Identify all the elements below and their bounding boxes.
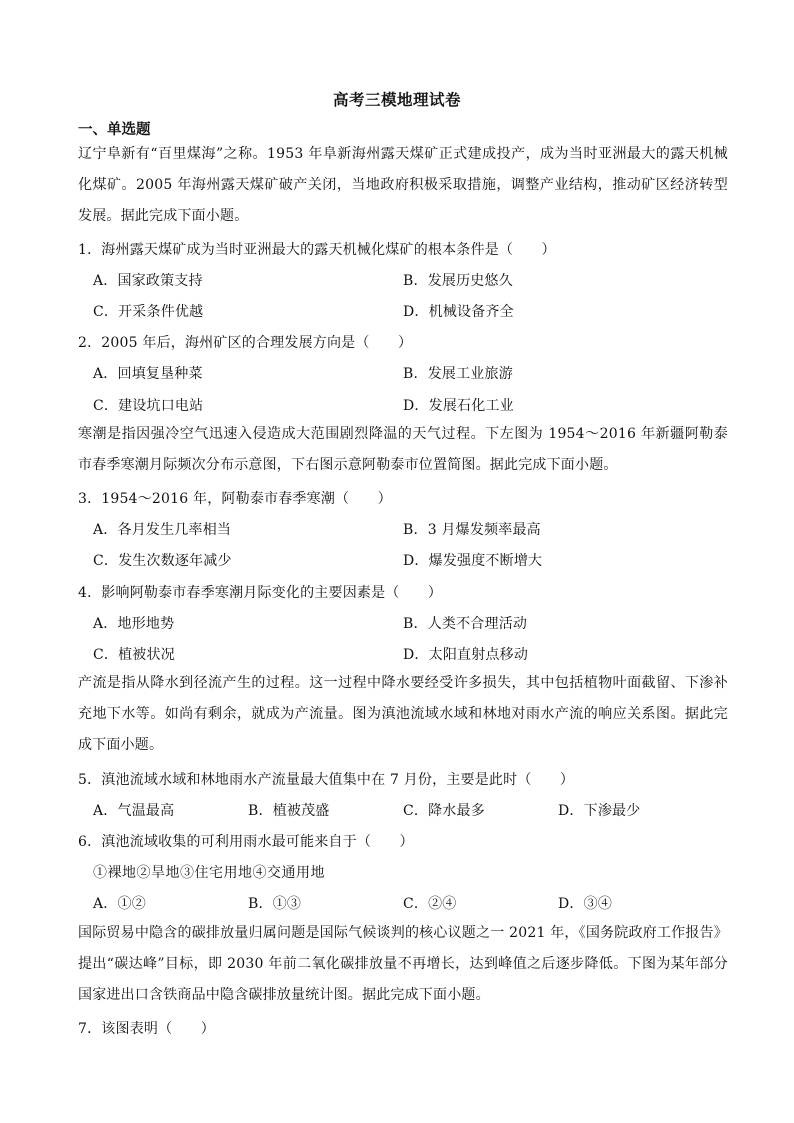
question-5-option-b[interactable]: B．植被茂盛 bbox=[248, 803, 330, 819]
question-2-option-a[interactable]: A．回填复垦种菜 bbox=[93, 366, 203, 382]
question-4-option-a[interactable]: A．地形地势 bbox=[93, 616, 175, 632]
passage-3: 产流是指从降水到径流产生的过程。这一过程中降水要经受许多损失，其中包括植物叶面截留、下渗补充地下水等。如尚有剩余，就成为产流量。图为滇池流域水域和林地对雨水产流的响应关系图。据此完成下面小题。 bbox=[78, 675, 728, 753]
question-5-stem: 5．滇池流域水域和林地雨水产流量最大值集中在 7 月份，主要是此时（ ） bbox=[78, 772, 575, 788]
passage-1: 辽宁阜新有“百里煤海”之称。1953 年阜新海州露天煤矿正式建成投产，成为当时亚洲最大的露天机械化煤矿。2005 年海州露天煤矿破产关闭，当地政府积极采取措施，调整产业结构，推动矿区经济转型发展。据此完成下面小题。 bbox=[78, 146, 728, 224]
question-5-option-a[interactable]: A．气温最高 bbox=[93, 803, 175, 819]
question-6-items: ①裸地②旱地③住宅用地④交通用地 bbox=[93, 865, 325, 881]
question-3-option-d[interactable]: D．爆发强度不断增大 bbox=[403, 553, 543, 569]
passage-2: 寒潮是指因强冷空气迅速入侵造成大范围剧烈降温的天气过程。下左图为 1954～2016 年新疆阿勒泰市春季寒潮月际频次分布示意图，下右图示意阿勒泰市位置简图。据此完成下面小题。 bbox=[78, 426, 728, 473]
question-6-option-c[interactable]: C．②④ bbox=[403, 896, 457, 912]
passage-4: 国际贸易中隐含的碳排放量归属问题是国际气候谈判的核心议题之一 2021 年，《国务院政府工作报告》提出“碳达峰”目标，即 2030 年前二氧化碳排放量不再增长，达到峰值之后逐步降低。下图为某年部分国家进出口含铁商品中隐含碳排放量统计图。据此完成下面小题。 bbox=[78, 925, 728, 1003]
question-1-option-d[interactable]: D．机械设备齐全 bbox=[403, 304, 514, 320]
question-1-stem: 1．海州露天煤矿成为当时亚洲最大的露天机械化煤矿的根本条件是（ ） bbox=[78, 242, 556, 258]
question-4-option-c[interactable]: C．植被状况 bbox=[93, 647, 175, 663]
question-3-option-c[interactable]: C．发生次数逐年减少 bbox=[93, 553, 232, 569]
question-3-option-b[interactable]: B．3 月爆发频率最高 bbox=[403, 522, 541, 538]
question-5-option-c[interactable]: C．降水最多 bbox=[403, 803, 485, 819]
question-7-stem: 7．该图表明（ ） bbox=[78, 1021, 215, 1037]
section-heading: 一、单选题 bbox=[78, 122, 151, 138]
question-6-option-d[interactable]: D．③④ bbox=[558, 896, 613, 912]
question-4-option-b[interactable]: B．人类不合理活动 bbox=[403, 616, 528, 632]
question-1-option-c[interactable]: C．开采条件优越 bbox=[93, 304, 204, 320]
page-title: 高考三模地理试卷 bbox=[332, 91, 461, 109]
question-6-option-a[interactable]: A．①② bbox=[93, 896, 146, 912]
question-2-stem: 2．2005 年后，海州矿区的合理发展方向是（ ） bbox=[78, 335, 413, 351]
question-3-option-a[interactable]: A．各月发生几率相当 bbox=[93, 522, 232, 538]
question-6-stem: 6．滇池流域收集的可利用雨水最可能来自于（ ） bbox=[78, 834, 414, 850]
question-6-option-b[interactable]: B．①③ bbox=[248, 896, 302, 912]
question-3-stem: 3．1954～2016 年，阿勒泰市春季寒潮（ ） bbox=[78, 491, 392, 507]
question-2-option-d[interactable]: D．发展石化工业 bbox=[403, 398, 514, 414]
question-4-stem: 4．影响阿勒泰市春季寒潮月际变化的主要因素是（ ） bbox=[78, 585, 443, 601]
question-2-option-c[interactable]: C．建设坑口电站 bbox=[93, 398, 204, 414]
question-1-option-a[interactable]: A．国家政策支持 bbox=[93, 273, 203, 289]
question-2-option-b[interactable]: B．发展工业旅游 bbox=[403, 366, 513, 382]
question-5-option-d[interactable]: D．下渗最少 bbox=[558, 803, 641, 819]
question-1-option-b[interactable]: B．发展历史悠久 bbox=[403, 273, 513, 289]
question-4-option-d[interactable]: D．太阳直射点移动 bbox=[403, 647, 529, 663]
